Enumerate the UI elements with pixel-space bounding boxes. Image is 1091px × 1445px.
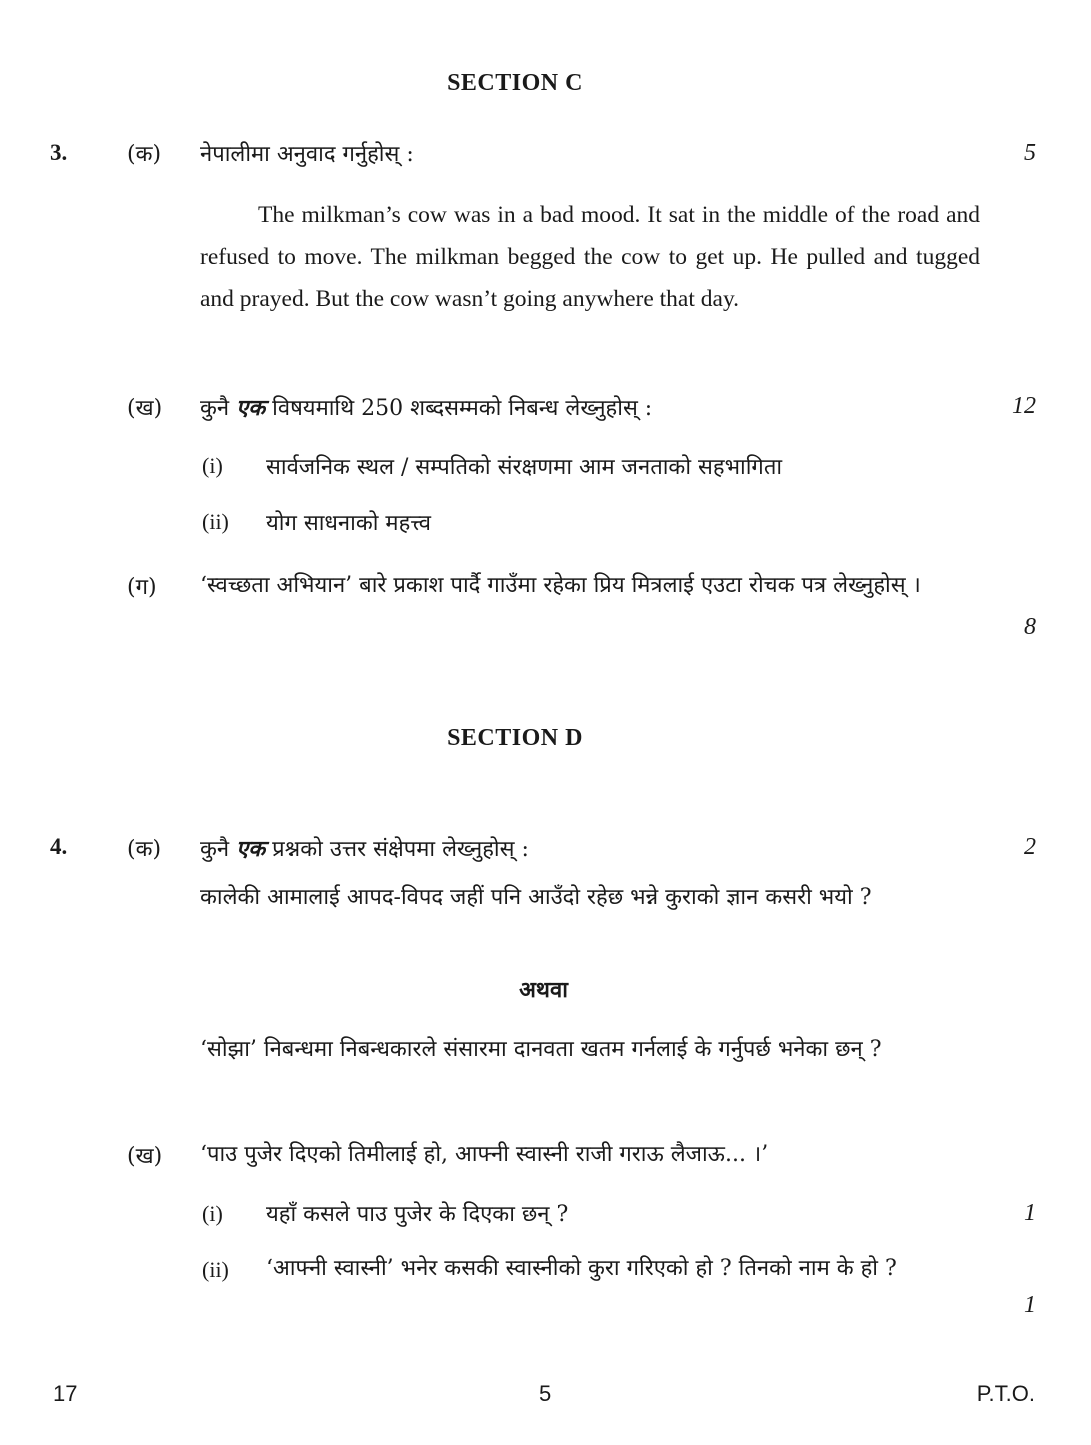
q3a-instruction: नेपालीमा अनुवाद गर्नुहोस् : bbox=[200, 142, 414, 167]
q3b-option-label: (ii) bbox=[202, 509, 229, 534]
q4a-question-2: ‘सोझा’ निबन्धमा निबन्धकारले संसारमा दानवता खतम गर्नलाई के गर्नुपर्छ भनेका छन् ? bbox=[200, 1037, 882, 1062]
q4a-instruction: कुनै एक प्रश्नको उत्तर संक्षेपमा लेख्नुहोस् : bbox=[200, 836, 529, 862]
q3a-label: (क) bbox=[127, 142, 162, 167]
question-3-number: 3. bbox=[50, 140, 68, 165]
q4b-sub-label: (i) bbox=[202, 1201, 223, 1226]
q3b-label: (ख) bbox=[127, 396, 163, 421]
q3c-marks: 8 bbox=[1024, 614, 1036, 640]
footer-code: 17 bbox=[53, 1381, 78, 1406]
q3c-text: ‘स्वच्छता अभियान’ बारे प्रकाश पार्दै गाउँमा रहेका प्रिय मित्रलाई एउटा रोचक पत्र लेख्नुहोस् । bbox=[200, 573, 921, 598]
or-label: अथवा bbox=[519, 977, 568, 1003]
footer-pto: P.T.O. bbox=[976, 1381, 1035, 1406]
q3a-passage: The milkman’s cow was in a bad mood. It sat in the middle of the road and refused to move. The milkman begged the cow to get up. He pulled and tugged and prayed. But the cow wasn’t going anywhere that day. bbox=[200, 202, 980, 312]
q4a-emphasis: एक bbox=[236, 836, 266, 862]
question-4-number: 4. bbox=[50, 834, 68, 859]
q3b-marks: 12 bbox=[1012, 393, 1036, 419]
q3b-option-text: योग साधनाको महत्त्व bbox=[266, 511, 431, 536]
q3b-instruction: कुनै एक विषयमाथि 250 शब्दसम्मको निबन्ध लेख्नुहोस् : bbox=[200, 395, 653, 421]
footer-page-number: 5 bbox=[539, 1381, 552, 1406]
q4b-sub-text: ‘आफ्नी स्वास्नी’ भनेर कसकी स्वास्नीको कुरा गरिएको हो ? तिनको नाम के हो ? bbox=[266, 1256, 897, 1281]
q4b-quote: ‘पाउ पुजेर दिएको तिमीलाई हो, आफ्नी स्वास्नी राजी गराऊ लैजाऊ... ।’ bbox=[200, 1142, 769, 1167]
q4a-question-1: कालेकी आमालाई आपद-विपद जहीं पनि आउँदो रहेछ भन्ने कुराको ज्ञान कसरी भयो ? bbox=[200, 885, 872, 910]
q3a-marks: 5 bbox=[1024, 140, 1036, 166]
q3b-emphasis: एक bbox=[236, 395, 266, 421]
section-c-heading: SECTION C bbox=[447, 70, 583, 96]
q3b-option-text: सार्वजनिक स्थल / सम्पतिको संरक्षणमा आम जनताको सहभागिता bbox=[266, 455, 783, 480]
q4b-sub-marks: 1 bbox=[1024, 1200, 1036, 1226]
q4a-marks: 2 bbox=[1024, 834, 1036, 860]
q4b-label: (ख) bbox=[127, 1144, 163, 1169]
q4b-sub-text: यहाँ कसले पाउ पुजेर के दिएका छन् ? bbox=[266, 1202, 569, 1227]
q3b-option-label: (i) bbox=[202, 453, 223, 478]
section-d-heading: SECTION D bbox=[447, 725, 583, 751]
q3c-label: (ग) bbox=[127, 575, 157, 600]
q4a-label: (क) bbox=[127, 837, 162, 862]
q4b-sub-label: (ii) bbox=[202, 1257, 229, 1282]
q4b-sub-marks: 1 bbox=[1024, 1292, 1036, 1318]
